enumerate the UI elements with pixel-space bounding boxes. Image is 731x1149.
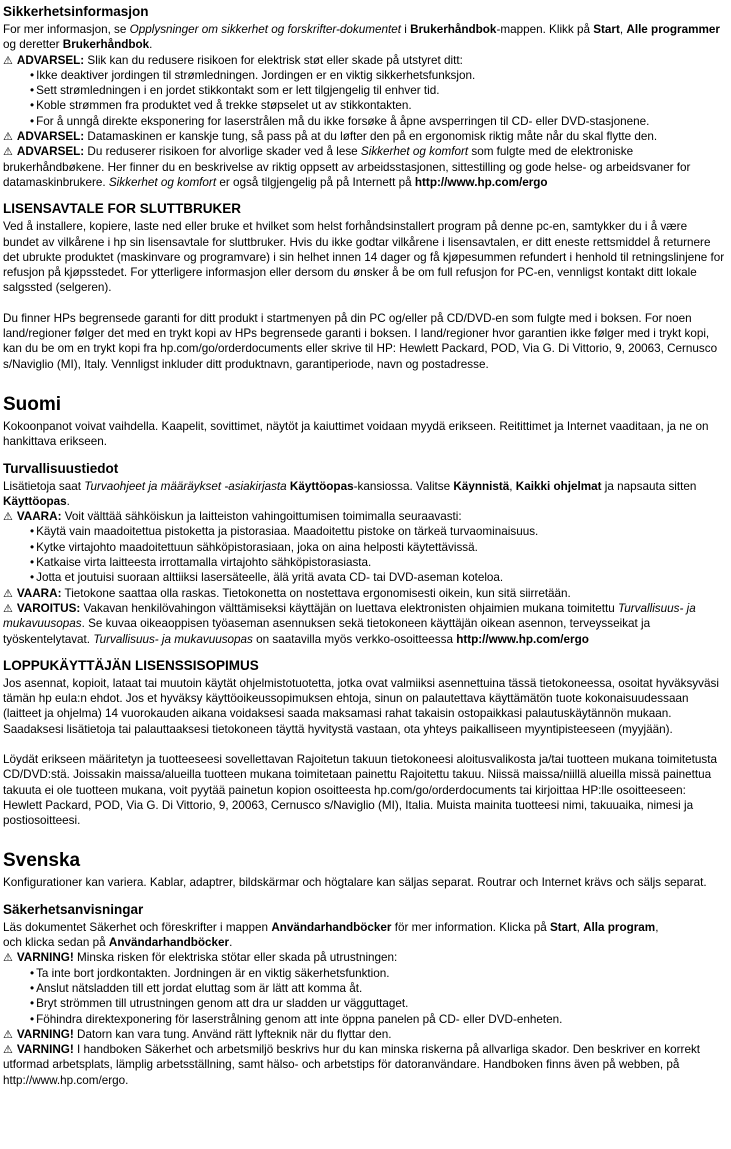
text-run: Alle programmer [626, 23, 720, 36]
language-heading-sv: Svenska [3, 850, 81, 872]
warning-label: VARNING! [16, 1043, 74, 1057]
text-run: Voit välttää sähköiskun ja laitteiston vahingoittumisen toimimalla seuraavasti: [61, 510, 462, 524]
text-run: , [655, 920, 659, 934]
text-run: Vakavan henkilövahingon välttämiseksi käyttäjän on luettava elektronisten ohjaimien mukana toimitettu [80, 601, 619, 615]
warning-ergonomics-sv [3, 1042, 726, 1088]
text-run: , [576, 920, 584, 934]
warning-icon: ⚠ [3, 1027, 13, 1041]
safety-heading-sv: Säkerhetsanvisningar [3, 901, 144, 917]
text-run: . [229, 936, 233, 950]
warning-text [3, 145, 690, 189]
text-run: Sikkerhet og komfort [108, 175, 217, 189]
text-run: Turvallisuus- ja mukavuusopas [93, 632, 253, 646]
warning-icon: ⚠ [3, 586, 13, 600]
text-run: i [400, 23, 411, 36]
warning-text [3, 602, 696, 646]
text-run: Kaikki ohjelmat [515, 479, 602, 493]
warning-label: VAROITUS: [16, 601, 81, 615]
text-run: Opplysninger om sikkerhet og forskrifter-dokumentet [129, 23, 401, 36]
warning-bullets-sv [3, 966, 726, 1027]
text-run: For mer informasjon, se [3, 23, 130, 36]
warning-text [84, 54, 463, 67]
text-run: Användarhandböcker [271, 920, 392, 934]
text-run: Slik kan du redusere risikoen for elektrisk støt eller skade på utstyret ditt: [84, 53, 463, 67]
warranty-paragraph-no: Du finner HPs begrensede garanti for ditt produkt i startmenyen på din PC og/eller på CD/DVD-en som fulgte med i boksen. For noen land/regioner følger det med en trykt kopi av HPs begrensede garanti i boksen. I land/regioner hvor garantien ikke følger med i trykt kopi, kan du be om en trykt kopi fra hp.com/go/orderdocuments eller skrive til HP: Hewlett Packard, POD, Via G. Di Vittorio, 9, 20063, Cernusco s/Naviglio (MI), Italy. Vennligst inkluder ditt produktnavn, garantiperiode, navn og postadresse. [3, 311, 718, 371]
warning-label: ADVARSEL: [16, 130, 85, 144]
text-run: Tietokone saattaa olla raskas. Tietokonetta on nostettava ergonomisesti oikein, kun sitä siirretään. [61, 586, 571, 600]
bullet-item: • Föhindra direktexponering för laserstrålning genom att inte öppna panelen på CD- eller DVD-enheten. [30, 1012, 726, 1027]
text-run: on saatavilla myös verkko-osoitteessa [252, 632, 457, 646]
warning-label: VAARA: [16, 510, 62, 524]
text-run: I handboken Säkerhet och arbetsmiljö beskrivs hur du kan minska riskerna på allvarliga skador. Den beskriver en korrekt utformad arbetsplats, lämplig arbetsställning, samt hälso- och arbetstips för datoranvändare. Handboken finns även på webben, på http://www.hp.com/ergo. [3, 1043, 701, 1087]
section-norwegian [3, 3, 726, 372]
text-run: Alla program [583, 920, 656, 934]
document-page [3, 3, 726, 1088]
warning-bullets-no [3, 68, 726, 129]
text-run: Minska risken för elektriska stötar eller skada på utrustningen: [73, 951, 398, 965]
safety-intro-fi [3, 479, 726, 510]
language-heading-fi: Suomi [3, 393, 62, 415]
warning-icon: ⚠ [3, 601, 13, 615]
text-run: Käynnistä [453, 479, 510, 493]
text-run: , [509, 479, 516, 493]
text-run: Start [549, 920, 577, 934]
text-run: ja napsauta sitten [601, 479, 697, 493]
text-run: , [619, 23, 627, 36]
text-run: Läs dokumentet Säkerhet och föreskrifter i mappen [3, 920, 272, 934]
text-run: Du reduserer risikoen for alvorlige skader ved å lese [84, 145, 361, 159]
warning-icon: ⚠ [3, 951, 13, 965]
eula-paragraph-fi: Jos asennat, kopioit, lataat tai muutoin käytät ohjelmistotuotetta, jotka ovat valmiiksi asennettuina tässä tietokoneessa, osoitat hyväksyväsi tämän hp eula:n ehdot. Jos et hyväksy käyttöoikeussopimuksen ehtoja, sinun on palautettava käyttämätön tuote kokonaisuudessaan (laitteet ja ohjelma) 14 vuorokauden aikana voidaksesi saada maksamasi rahat takaisin ostopaikkasi palautuskäytännön mukaan. Saadaksesi lisätietoja tai palauttaaksesi tietokoneen täyttä hyvitystä vastaan, ota yhteys paikalliseen myyntipisteeseen (myyjään). [3, 676, 719, 736]
text-run: og deretter [3, 38, 63, 52]
warning-icon: ⚠ [3, 1043, 13, 1057]
warranty-paragraph-fi: Löydät erikseen määritetyn ja tuotteeseesi sovellettavan Rajoitetun takuun tietokoneesi aloitusvalikosta ja/tai tuotteen mukana toimitetusta CD/DVD:stä. Joissakin maissa/alueilla tuotteen mukana toimitetaan painettu Rajoitettu takuu. Niissä maissa/niillä alueilla missä painettua takuuta ei ole tuotteen mukana, voit pyytää painetun kopion osoitteesta hp.com/go/orderdocuments tai kirjoittaa HP:lle osoitteeseen: Hewlett Packard, POD, Via G. Di Vittorio, 9, 20063, Cernusco s/Naviglio (MI), Italia. Muista mainita tuotteesi nimi, takuuaika, nimesi ja postiosoitteesi. [3, 752, 718, 828]
safety-heading-fi: Turvallisuustiedot [3, 460, 119, 476]
warning-label: ADVARSEL: [16, 145, 85, 159]
warning-text [61, 510, 461, 523]
warning-text [84, 130, 657, 143]
text-run: Sikkerhet og komfort [360, 145, 469, 159]
text-run: er også tilgjengelig på på Internett på [216, 175, 415, 189]
warning-heavy-no [3, 129, 726, 144]
warning-label: VARNING! [16, 951, 74, 965]
eula-heading-no: LISENSAVTALE FOR SLUTTBRUKER [3, 201, 241, 217]
bullet-item: • Ikke deaktiver jordingen til strømledningen. Jordingen er en viktig sikkerhetsfunksjon. [30, 68, 726, 83]
text-run: Käyttöopas [289, 479, 354, 493]
warning-bullets-fi [3, 524, 726, 585]
warning-ergonomics-no [3, 144, 726, 190]
warning-text [61, 587, 570, 600]
warning-heavy-fi [3, 586, 726, 601]
config-note-sv: Konfigurationer kan variera. Kablar, adaptrer, bildskärmar och högtalare kan säljas separat. Routrar och Internet krävs och säljs separat. [3, 876, 707, 890]
text-run: -kansiossa. Valitse [353, 479, 454, 493]
bullet-item: • Katkaise virta laitteesta irrottamalla virtajohto sähköpistorasiasta. [30, 555, 726, 570]
bullet-item: • Bryt strömmen till utrustningen genom att dra ur sladden ur vägguttaget. [30, 996, 726, 1011]
text-run: . [149, 38, 153, 52]
section-swedish [3, 849, 726, 1088]
text-run: som fulgte med de elektroniske brukerhåndbøkene. Her finner du en beskrivelse av riktig oppsett av arbeidsstasjonen, sittestilling og gode helse- og arbeidsvaner for datamaskinbrukere. [3, 145, 691, 189]
text-run: Turvaohjeet ja määräykset -asiakirjasta [84, 479, 287, 493]
eula-heading-fi: LOPPUKÄYTTÄJÄN LISENSSISOPIMUS [3, 657, 259, 673]
warning-electric-fi [3, 509, 726, 524]
text-run: Brukerhåndbok [62, 38, 150, 52]
text-run: Brukerhåndbok [410, 23, 497, 36]
section-finnish [3, 393, 726, 829]
warning-heavy-sv [3, 1027, 726, 1042]
text-run: Datorn kan vara tung. Använd rätt lyfteknik när du flyttar den. [73, 1027, 392, 1041]
text-run: . [66, 494, 70, 508]
warning-ergonomics-fi [3, 601, 726, 647]
text-run: . Se kuvaa oikeaoppisen työaseman asennuksen sekä tietokoneen käyttäjän oikean asennon, terveysseikat ja työskentelytavat. [3, 617, 651, 646]
warning-icon: ⚠ [3, 510, 13, 524]
text-run: Start [593, 23, 620, 36]
warning-icon: ⚠ [3, 53, 13, 67]
bullet-item: • Anslut nätsladden till ett jordat eluttag som är lätt att komma åt. [30, 981, 726, 996]
bullet-item: • Sett strømledningen i en jordet stikkontakt som er lett tilgjengelig til enhver tid. [30, 83, 726, 98]
text-run: -mappen. Klikk på [496, 23, 594, 36]
warning-electric-no [3, 53, 726, 68]
text-run: http://www.hp.com/ergo [414, 175, 548, 189]
text-run: Datamaskinen er kanskje tung, så pass på at du løfter den på en ergonomisk riktig måte når du skal flytte den. [84, 130, 658, 144]
text-run: Turvallisuus- ja mukavuusopas [3, 601, 696, 631]
warning-text [74, 1028, 392, 1041]
warning-icon: ⚠ [3, 145, 13, 159]
text-run: http://www.hp.com/ergo [456, 632, 589, 646]
safety-intro-no [3, 22, 726, 53]
bullet-item: • For å unngå direkte eksponering for laserstrålen må du ikke forsøke å åpne avsperringen til CD- eller DVD-stasjonene. [30, 114, 726, 129]
safety-intro-sv [3, 920, 726, 951]
text-run: för mer information. Klicka på [391, 920, 550, 934]
warning-text [3, 1043, 700, 1087]
bullet-item: • Käytä vain maadoitettua pistoketta ja pistorasiaa. Maadoitettu pistoke on tärkeä turvaominaisuus. [30, 524, 726, 539]
eula-paragraph-no: Ved å installere, kopiere, laste ned eller bruke et hvilket som helst forhåndsinstallert program på denne pc-en, samtykker du i å være bundet av vilkårene i hp sin lisensavtale for sluttbruker. Hvis du ikke godtar vilkårene i lisensavtalen, er ditt eneste rettsmiddel å returnere det ubrukte produktet (maskinvare og programvare) i sin helhet innen 14 dager og få kjøpesummen refundert i henhold til retningslinjene for refusjon på kjøpsstedet. For ytterligere informasjon eller dersom du ønsker å be om full refusjon for PC-en, vennligst kontakt ditt lokale salgssted (selgeren). [3, 220, 725, 295]
warning-label: VAARA: [16, 586, 62, 600]
warning-label: VARNING! [16, 1027, 74, 1041]
bullet-item: • Koble strømmen fra produktet ved å trekke støpselet ut av stikkontakten. [30, 98, 726, 113]
text-run: Käyttöopas [3, 494, 67, 508]
warning-text [74, 951, 398, 964]
bullet-item: • Kytke virtajohto maadoitettuun sähköpistorasiaan, joka on aina helposti käytettävissä. [30, 540, 726, 555]
safety-heading-no: Sikkerhetsinformasjon [3, 4, 149, 19]
text-run: Lisätietoja saat [3, 479, 85, 493]
warning-icon: ⚠ [3, 130, 13, 144]
bullet-item: • Ta inte bort jordkontakten. Jordningen är en viktig säkerhetsfunktion. [30, 966, 726, 981]
bullet-item: • Jotta et joutuisi suoraan alttiiksi lasersäteelle, älä yritä avata CD- tai DVD-aseman koteloa. [30, 570, 726, 585]
text-run: Användarhandböcker [108, 936, 230, 950]
warning-electric-sv [3, 950, 726, 965]
text-run: och klicka sedan på [3, 936, 109, 950]
config-note-fi: Kokoonpanot voivat vaihdella. Kaapelit, sovittimet, näytöt ja kaiuttimet voidaan myydä erikseen. Reitittimet ja Internet vaaditaan, ja ne on hankittava erikseen. [3, 419, 709, 449]
warning-label: ADVARSEL: [16, 53, 85, 67]
